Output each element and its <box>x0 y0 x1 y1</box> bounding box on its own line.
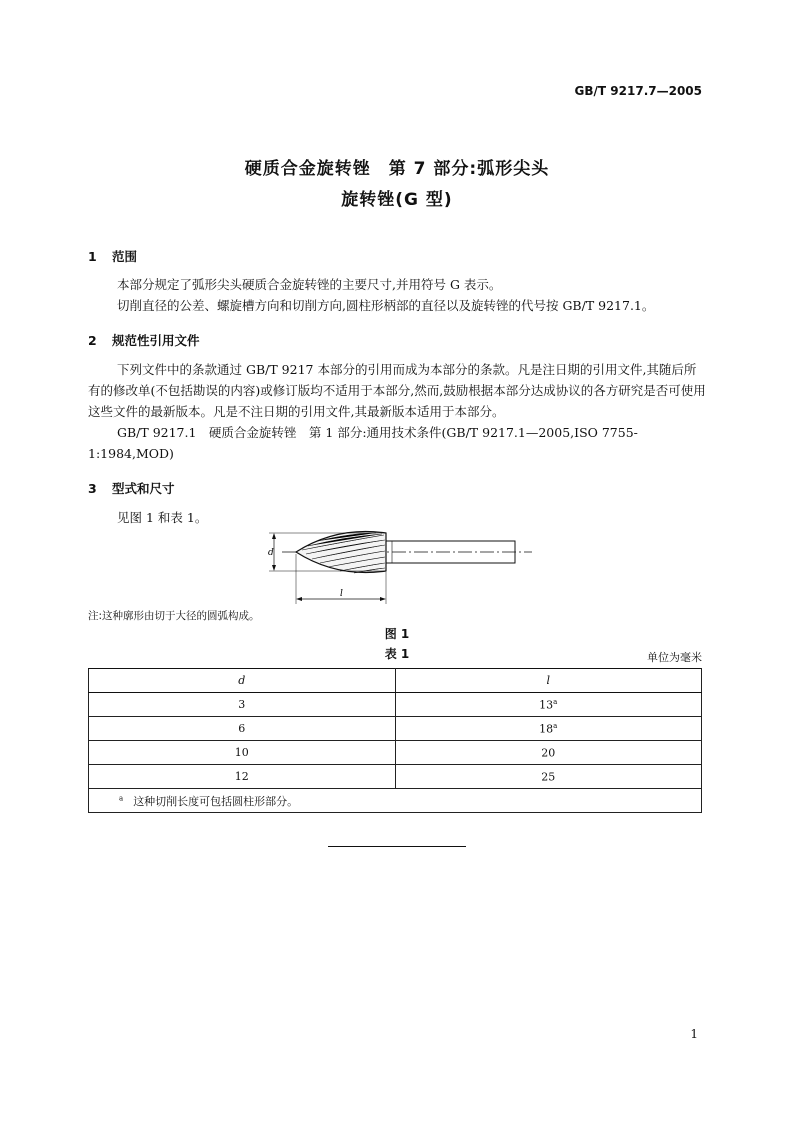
figure-note: 注:这种廓形由切于大径的圆弧构成。 <box>88 610 260 622</box>
document-title-line2: 旋转锉(G 型) <box>341 190 453 210</box>
cell-l: 13$^a$ <box>395 693 702 717</box>
cell-d: 12 <box>89 765 396 789</box>
section-number: 1 <box>88 249 97 264</box>
table-row <box>89 717 702 741</box>
table-row <box>89 693 702 717</box>
cell-d: 3 <box>89 693 396 717</box>
section-title: 型式和尺寸 <box>112 481 175 496</box>
footnote-mark: a <box>553 721 558 730</box>
table-row <box>89 765 702 789</box>
footnote-text: 这种切削长度可包括圆柱形部分。 <box>133 794 299 808</box>
cell-l: 20 <box>395 741 702 765</box>
column-header-l: l <box>395 669 702 693</box>
table-header-row <box>89 669 702 693</box>
figure-caption: 图 1 <box>384 627 410 641</box>
cell-d: 6 <box>89 717 396 741</box>
column-header-d: d <box>89 669 396 693</box>
figure-1-drawing <box>262 526 534 606</box>
standard-number: GB/T 9217.7—2005 <box>574 84 702 98</box>
footnote-mark: a <box>119 793 124 802</box>
cell-l: 18$^a$ <box>395 717 702 741</box>
dimension-table <box>88 668 702 813</box>
section-number: 3 <box>88 481 97 496</box>
end-rule <box>328 846 466 847</box>
section-1-paragraph-1: 本部分规定了弧形尖头硬质合金旋转锉的主要尺寸,并用符号 G 表示。 <box>117 277 502 292</box>
table-unit: 单位为毫米 <box>647 651 702 664</box>
section-3-heading <box>88 479 175 497</box>
cell-d: 10 <box>89 741 396 765</box>
section-1-paragraph-2: 切削直径的公差、螺旋槽方向和切削方向,圆柱形柄部的直径以及旋转锉的代号按 GB/T 9217.1。 <box>117 298 655 313</box>
cell-l: 25 <box>395 765 702 789</box>
section-title: 规范性引用文件 <box>112 333 200 348</box>
section-2-heading <box>88 331 200 349</box>
document-title-line1: 硬质合金旋转锉 第 7 部分:弧形尖头 <box>244 159 550 179</box>
table-caption: 表 1 <box>384 647 410 661</box>
section-2-paragraph-2: GB/T 9217.1 硬质合金旋转锉 第 1 部分:通用技术条件(GB/T 9217.1—2005,ISO 7755-1:1984,MOD) <box>88 425 638 461</box>
section-1-heading <box>88 247 137 265</box>
dimension-d-label: d <box>268 548 274 558</box>
table-footnote-row <box>89 789 702 813</box>
section-3-paragraph-1: 见图 1 和表 1。 <box>117 510 208 525</box>
table-footnote <box>89 789 702 813</box>
section-number: 2 <box>88 333 97 348</box>
table-row <box>89 741 702 765</box>
section-title: 范围 <box>112 249 138 264</box>
dimension-l-label: l <box>340 589 343 599</box>
page-number: 1 <box>690 1027 698 1041</box>
section-2-paragraph-1: 下列文件中的条款通过 GB/T 9217 本部分的引用而成为本部分的条款。凡是注日期的引用文件,其随后所有的修改单(不包括勘误的内容)或修订版均不适用于本部分,然而,鼓励根据本部分达成协议的各方研究是否可使用这些文件的最新版本。凡是不注日期的引用文件,其最新版本适用于本部分。 <box>88 362 706 419</box>
footnote-mark: a <box>553 697 558 706</box>
